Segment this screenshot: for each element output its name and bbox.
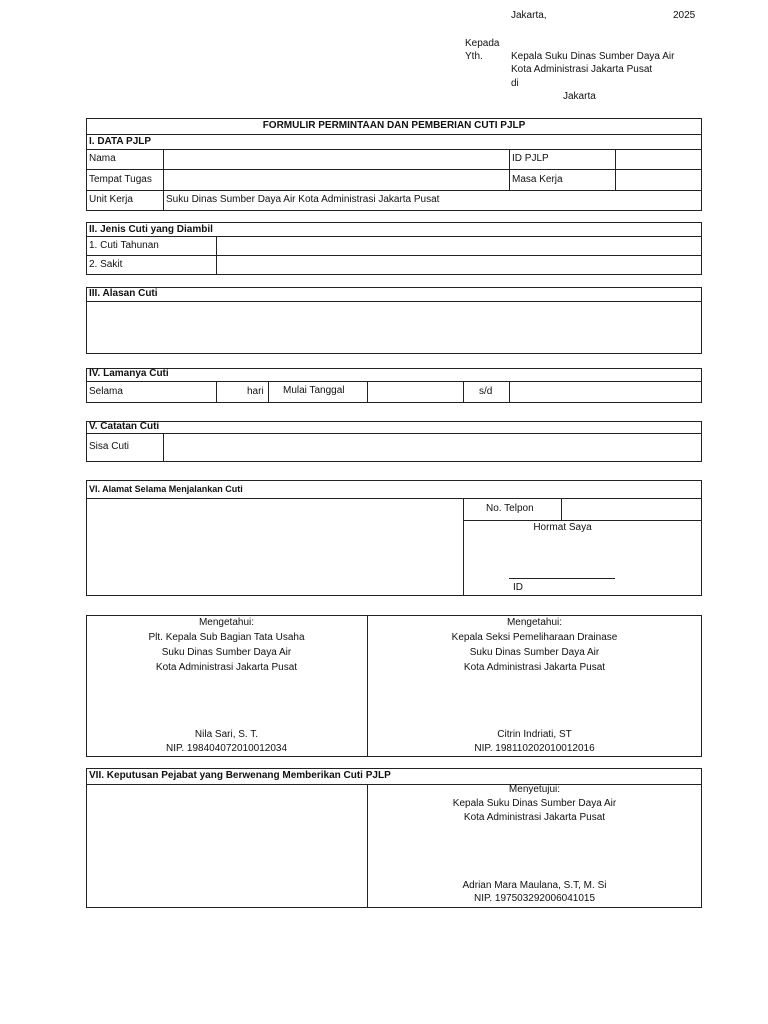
approver-city: Kota Administrasi Jakarta Pusat bbox=[155, 662, 298, 673]
approver-title: Plt. Kepala Sub Bagian Tata Usaha bbox=[148, 632, 305, 643]
approver-nip: NIP. 198404072010012034 bbox=[165, 743, 288, 754]
no-telpon-label: No. Telpon bbox=[486, 503, 534, 514]
nama-field[interactable] bbox=[164, 150, 508, 168]
section2-heading: II. Jenis Cuti yang Diambil bbox=[89, 224, 213, 235]
unit-kerja-label: Unit Kerja bbox=[89, 194, 133, 205]
jumlah-hari-field[interactable] bbox=[217, 382, 245, 402]
section1-heading: I. DATA PJLP bbox=[89, 136, 152, 147]
section6-heading: VI. Alamat Selama Menjalankan Cuti bbox=[89, 484, 243, 494]
sisa-cuti-field[interactable] bbox=[164, 434, 701, 461]
approver-name: Adrian Mara Maulana, S.T, M. Si bbox=[462, 880, 607, 891]
masa-kerja-field[interactable] bbox=[616, 170, 701, 189]
masa-kerja-label: Masa Kerja bbox=[512, 174, 563, 185]
approver-nip: NIP. 197503292006041015 bbox=[473, 893, 596, 904]
cuti-tahunan-field[interactable] bbox=[217, 237, 701, 254]
hari-label: hari bbox=[247, 386, 264, 397]
sd-label: s/d bbox=[479, 386, 493, 397]
form-title: FORMULIR PERMINTAAN DAN PEMBERIAN CUTI PJLP bbox=[262, 120, 526, 131]
tempat-tugas-label: Tempat Tugas bbox=[89, 174, 152, 185]
approver-name: Citrin Indriati, ST bbox=[497, 729, 572, 740]
recipient-line: Kepala Suku Dinas Sumber Daya Air bbox=[511, 51, 675, 62]
alamat-field[interactable] bbox=[87, 499, 462, 595]
approver-city: Kota Administrasi Jakarta Pusat bbox=[463, 812, 606, 823]
signature-line bbox=[509, 578, 615, 579]
section7-heading: VII. Keputusan Pejabat yang Berwenang Memberikan Cuti PJLP bbox=[89, 770, 391, 781]
mengetahui-label: Mengetahui: bbox=[506, 617, 563, 628]
id-pjlp-label: ID PJLP bbox=[512, 153, 549, 164]
section4-heading: IV. Lamanya Cuti bbox=[89, 368, 169, 379]
section3-heading: III. Alasan Cuti bbox=[89, 288, 158, 299]
no-telpon-field[interactable] bbox=[562, 499, 701, 519]
nama-label: Nama bbox=[89, 153, 116, 164]
id-label: ID bbox=[513, 582, 523, 593]
kepada-label: Kepada bbox=[465, 38, 500, 49]
id-pjlp-field[interactable] bbox=[616, 150, 701, 168]
mulai-tanggal-label: Mulai Tanggal bbox=[283, 385, 345, 396]
approver-title: Kepala Suku Dinas Sumber Daya Air bbox=[452, 798, 617, 809]
tempat-tugas-field[interactable] bbox=[164, 170, 508, 189]
recipient-line: Jakarta bbox=[563, 91, 596, 102]
hormat-saya: Hormat Saya bbox=[533, 522, 592, 533]
recipient-line: Kota Administrasi Jakarta Pusat bbox=[511, 64, 653, 75]
year: 2025 bbox=[673, 10, 696, 21]
approver-unit: Suku Dinas Sumber Daya Air bbox=[161, 647, 292, 658]
recipient-line: di bbox=[511, 78, 519, 89]
unit-kerja-value: Suku Dinas Sumber Daya Air Kota Administrasi Jakarta Pusat bbox=[166, 194, 440, 205]
section5-heading: V. Catatan Cuti bbox=[89, 421, 160, 432]
city-label: Jakarta, bbox=[511, 10, 547, 21]
keputusan-field[interactable] bbox=[87, 785, 366, 907]
menyetujui-label: Menyetujui: bbox=[508, 784, 561, 795]
alasan-cuti-field[interactable] bbox=[87, 302, 701, 353]
yth-label: Yth. bbox=[465, 51, 483, 62]
approver-title: Kepala Seksi Pemeliharaan Drainase bbox=[451, 632, 618, 643]
cuti-tahunan-label: 1. Cuti Tahunan bbox=[89, 240, 159, 251]
sakit-label: 2. Sakit bbox=[89, 259, 123, 270]
approver-unit: Suku Dinas Sumber Daya Air bbox=[469, 647, 600, 658]
mulai-tanggal-field[interactable] bbox=[368, 382, 462, 402]
sisa-cuti-label: Sisa Cuti bbox=[89, 441, 130, 452]
sampai-tanggal-field[interactable] bbox=[510, 382, 701, 402]
mengetahui-label: Mengetahui: bbox=[198, 617, 255, 628]
approver-nip: NIP. 198110202010012016 bbox=[474, 743, 595, 754]
approver-city: Kota Administrasi Jakarta Pusat bbox=[463, 662, 606, 673]
approver-name: Nila Sari, S. T. bbox=[194, 729, 259, 740]
selama-label: Selama bbox=[89, 386, 123, 397]
sakit-field[interactable] bbox=[217, 256, 701, 274]
